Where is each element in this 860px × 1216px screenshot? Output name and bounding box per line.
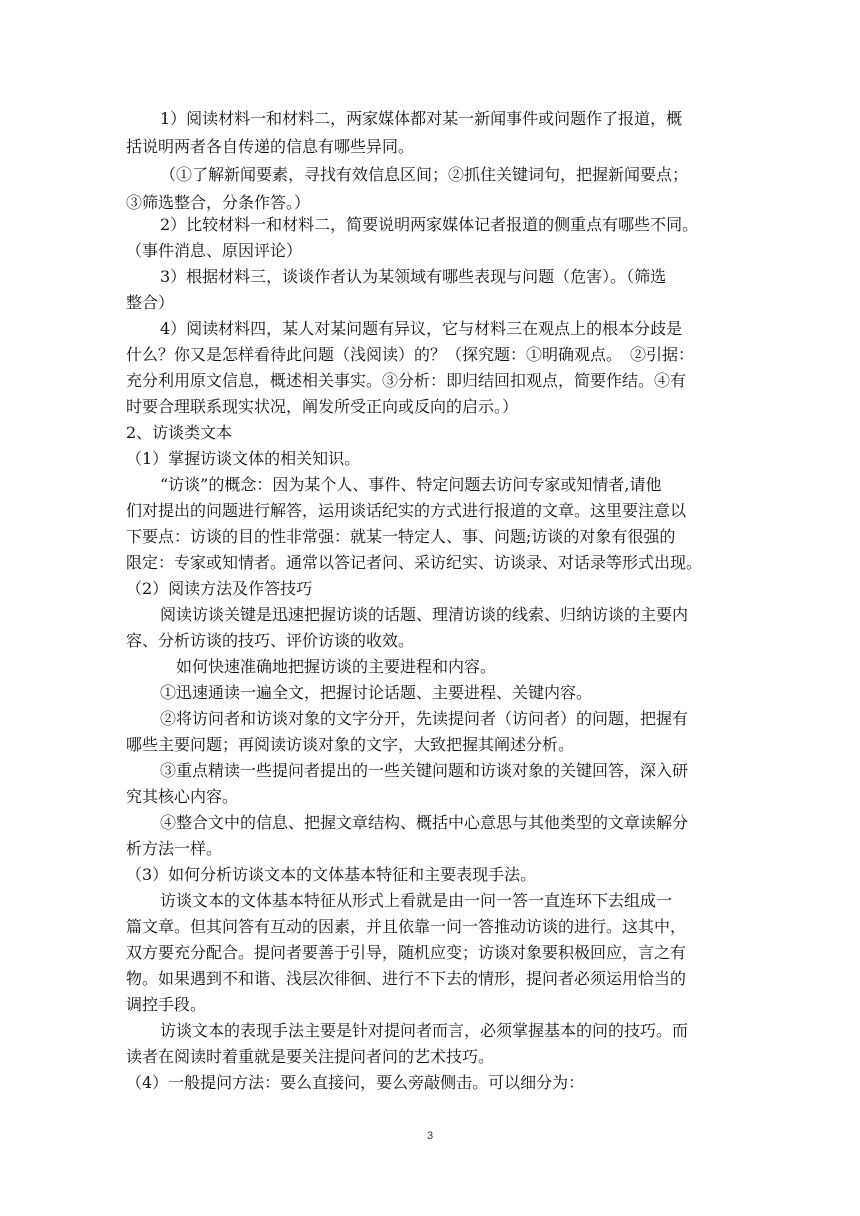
text-line: 限定：专家或知情者。通常以答记者问、采访纪实、访谈录、对话录等形式出现。 [126,553,703,572]
subsection-heading: （1）掌握访谈文体的相关知识。 [126,449,361,468]
page-number: 3 [426,1130,434,1142]
text-line: 1）阅读材料一和材料二，两家媒体都对某一新闻事件或问题作了报道，概 [160,109,683,128]
text-line: 充分利用原文信息，概述相关事实。③分析：即归结回扣观点，简要作结。④有 [126,371,687,390]
text-line: 整合） [126,293,175,312]
text-line: 容、分析访谈的技巧、评价访谈的收效。 [126,631,415,650]
text-line: 什么？你又是怎样看待此问题（浅阅读）的？（探究题：①明确观点。 ②引据： [126,345,695,364]
subsection-heading: （4）一般提问方法：要么直接问，要么旁敲侧击。可以细分为： [126,1073,585,1092]
text-line: 下要点：访谈的目的性非常强：就某一特定人、事、问题;访谈的对象有很强的 [126,527,676,546]
text-line: 究其核心内容。 [126,787,239,806]
text-line: 阅读访谈关键是迅速把握访谈的话题、理清访谈的线索、归纳访谈的主要内 [160,605,689,624]
text-line: 们对提出的问题进行解答，运用谈话纪实的方式进行报道的文章。这里要注意以 [126,501,687,520]
text-line: （事件消息、原因评论） [126,241,303,260]
text-line: 篇文章。但其问答有互动的因素，并且依靠一问一答推动访谈的进行。这其中， [126,917,687,936]
text-line: “访谈”的概念：因为某个人、事件、特定问题去访问专家或知情者,请他 [160,475,662,494]
text-line: ①迅速通读一遍全文，把握讨论话题、主要进程、关键内容。 [160,683,593,702]
text-line: 哪些主要问题；再阅读访谈对象的文字，大致把握其阐述分析。 [126,735,575,754]
text-line: ④整合文中的信息、把握文章结构、概括中心意思与其他类型的文章读解分 [160,813,689,832]
text-line: （①了解新闻要素，寻找有效信息区间；②抓住关键词句，把握新闻要点； [160,165,689,184]
text-line: 如何快速准确地把握访谈的主要进程和内容。 [176,657,497,676]
text-line: ②将访问者和访谈对象的文字分开，先读提问者（访问者）的问题，把握有 [160,709,689,728]
text-line: 访谈文本的文体基本特征从形式上看就是由一问一答一直连环下去组成一 [160,891,673,910]
text-line: 时要合理联系现实状况，阐发所受正向或反向的启示。） [126,397,519,416]
text-line: ③筛选整合，分条作答。） [126,193,311,212]
subsection-heading: （2）阅读方法及作答技巧 [126,579,313,598]
subsection-heading: （3）如何分析访谈文本的文体基本特征和主要表现手法。 [126,865,537,884]
text-line: 调控手段。 [126,995,207,1014]
text-line: 析方法一样。 [126,839,223,858]
text-line: 括说明两者各自传递的信息有哪些异同。 [126,137,415,156]
text-line: 物。如果遇到不和谐、浅层次徘徊、进行不下去的情形，提问者必须运用恰当的 [126,969,687,988]
text-line: ③重点精读一些提问者提出的一些关键问题和访谈对象的关键回答，深入研 [160,761,689,780]
text-line: 2）比较材料一和材料二，简要说明两家媒体记者报道的侧重点有哪些不同。 [160,215,699,234]
text-line: 访谈文本的表现手法主要是针对提问者而言，必须掌握基本的问的技巧。而 [160,1021,689,1040]
section-heading: 2、访谈类文本 [126,423,233,442]
text-line: 3）根据材料三，谈谈作者认为某领域有哪些表现与问题（危害）。（筛选 [160,267,667,286]
text-line: 读者在阅读时着重就是要关注提问者问的艺术技巧。 [126,1047,495,1066]
text-line: 双方要充分配合。提问者要善于引导，随机应变；访谈对象要积极回应，言之有 [126,943,687,962]
text-line: 4）阅读材料四，某人对某问题有异议，它与材料三在观点上的根本分歧是 [160,319,683,338]
